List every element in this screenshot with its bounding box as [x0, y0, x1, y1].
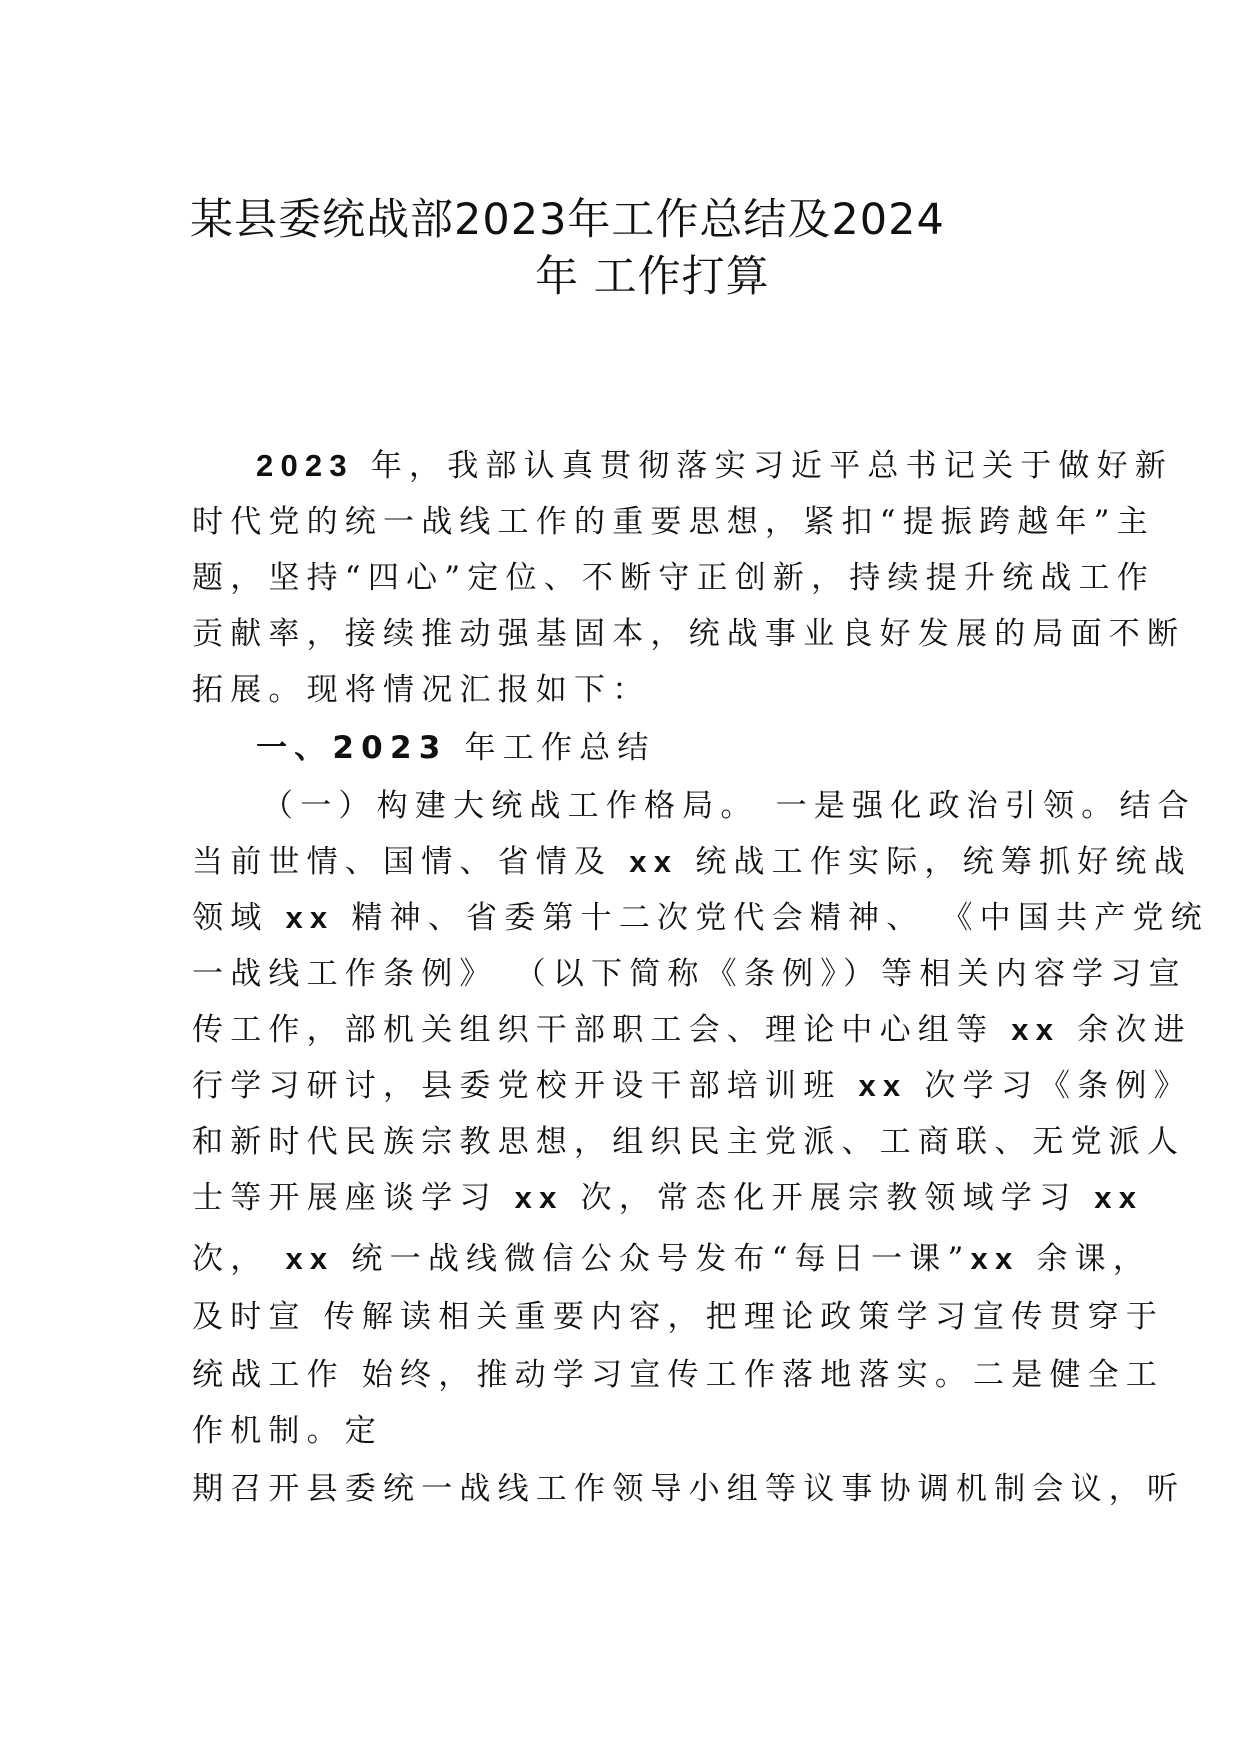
text: 当前世情、国情、省情及 — [192, 844, 613, 880]
placeholder-xx: xx — [970, 1241, 1020, 1276]
para-line-11: 统战工作 始终，推动学习宣传工作落地落实。二是健全工 — [192, 1357, 1165, 1393]
text: 传工作，部机关组织干部职工会、理论中心组等 — [192, 1012, 995, 1048]
para-line-8 — [192, 1172, 1143, 1217]
text: 余课， — [1036, 1241, 1152, 1277]
placeholder-xx: xx — [858, 1068, 908, 1103]
placeholder-xx: xx — [629, 844, 679, 879]
intro-text: 年，我部认真贯彻落实习近平总书记关于做好新 — [370, 448, 1174, 484]
text: 次学习《条例》 — [924, 1068, 1192, 1104]
para-line-13: 期召开县委统一战线工作领导小组等议事协调机制会议，听 — [192, 1471, 1186, 1507]
para-line-9 — [192, 1233, 1151, 1278]
intro-line-1 — [256, 440, 1173, 485]
para-line-4: 一战线工作条例》 （以下简称《条例》）等相关内容学习宣 — [192, 956, 1187, 992]
placeholder-xx: xx — [514, 1180, 564, 1215]
text: 领域 — [192, 900, 269, 936]
para-line-2 — [192, 836, 1192, 881]
document-title-line-2: 年 工作打算 — [535, 252, 770, 302]
intro-line-4: 贡献率，接续推动强基固本，统战事业良好发展的局面不断 — [192, 616, 1186, 652]
document-title-line-1: 某县委统战部2023年工作总结及2024 — [190, 195, 945, 245]
para-line-3 — [192, 892, 1209, 937]
para-line-5 — [192, 1004, 1192, 1049]
intro-year: 2023 — [256, 448, 354, 483]
section-title: 年工作总结 — [464, 730, 656, 766]
text: 精神、省委第十二次党代会精神、 《中国共产党统 — [351, 900, 1209, 936]
para-line-12: 作机制。定 — [192, 1413, 383, 1449]
placeholder-xx: xx — [1011, 1012, 1061, 1047]
placeholder-xx: xx — [285, 1241, 335, 1276]
intro-line-5: 拓展。现将情况汇报如下： — [192, 672, 651, 708]
para-line-7: 和新时代民族宗教思想，组织民主党派、工商联、无党派人 — [192, 1124, 1186, 1160]
text: 行学习研讨，县委党校开设干部培训班 — [192, 1068, 842, 1104]
placeholder-xx: xx — [1094, 1180, 1144, 1215]
text: 士等开展座谈学习 — [192, 1180, 498, 1216]
para-line-10: 及时宣 传解读相关重要内容，把理论政策学习宣传贯穿于 — [192, 1299, 1165, 1335]
para-line-6 — [192, 1060, 1192, 1105]
section-number: 一、2023 — [256, 730, 448, 766]
placeholder-xx: xx — [285, 900, 335, 935]
text: 统战工作实际，统筹抓好统战 — [695, 844, 1192, 880]
section-heading — [256, 722, 656, 767]
intro-line-3: 题，坚持“四心”定位、不断守正创新，持续提升统战工作 — [192, 560, 1155, 596]
text: 余次进 — [1077, 1012, 1192, 1048]
text: 统一战线微信公众号发布“每日一课” — [351, 1241, 971, 1277]
text: 次，常态化开展宗教领域学习 — [580, 1180, 1078, 1216]
para-line-1: （一）构建大统战工作格局。 一是强化政治引领。结合 — [262, 788, 1196, 824]
intro-line-2: 时代党的统一战线工作的重要思想，紧扣“提振跨越年”主 — [192, 504, 1155, 540]
text: 次， — [192, 1241, 269, 1277]
